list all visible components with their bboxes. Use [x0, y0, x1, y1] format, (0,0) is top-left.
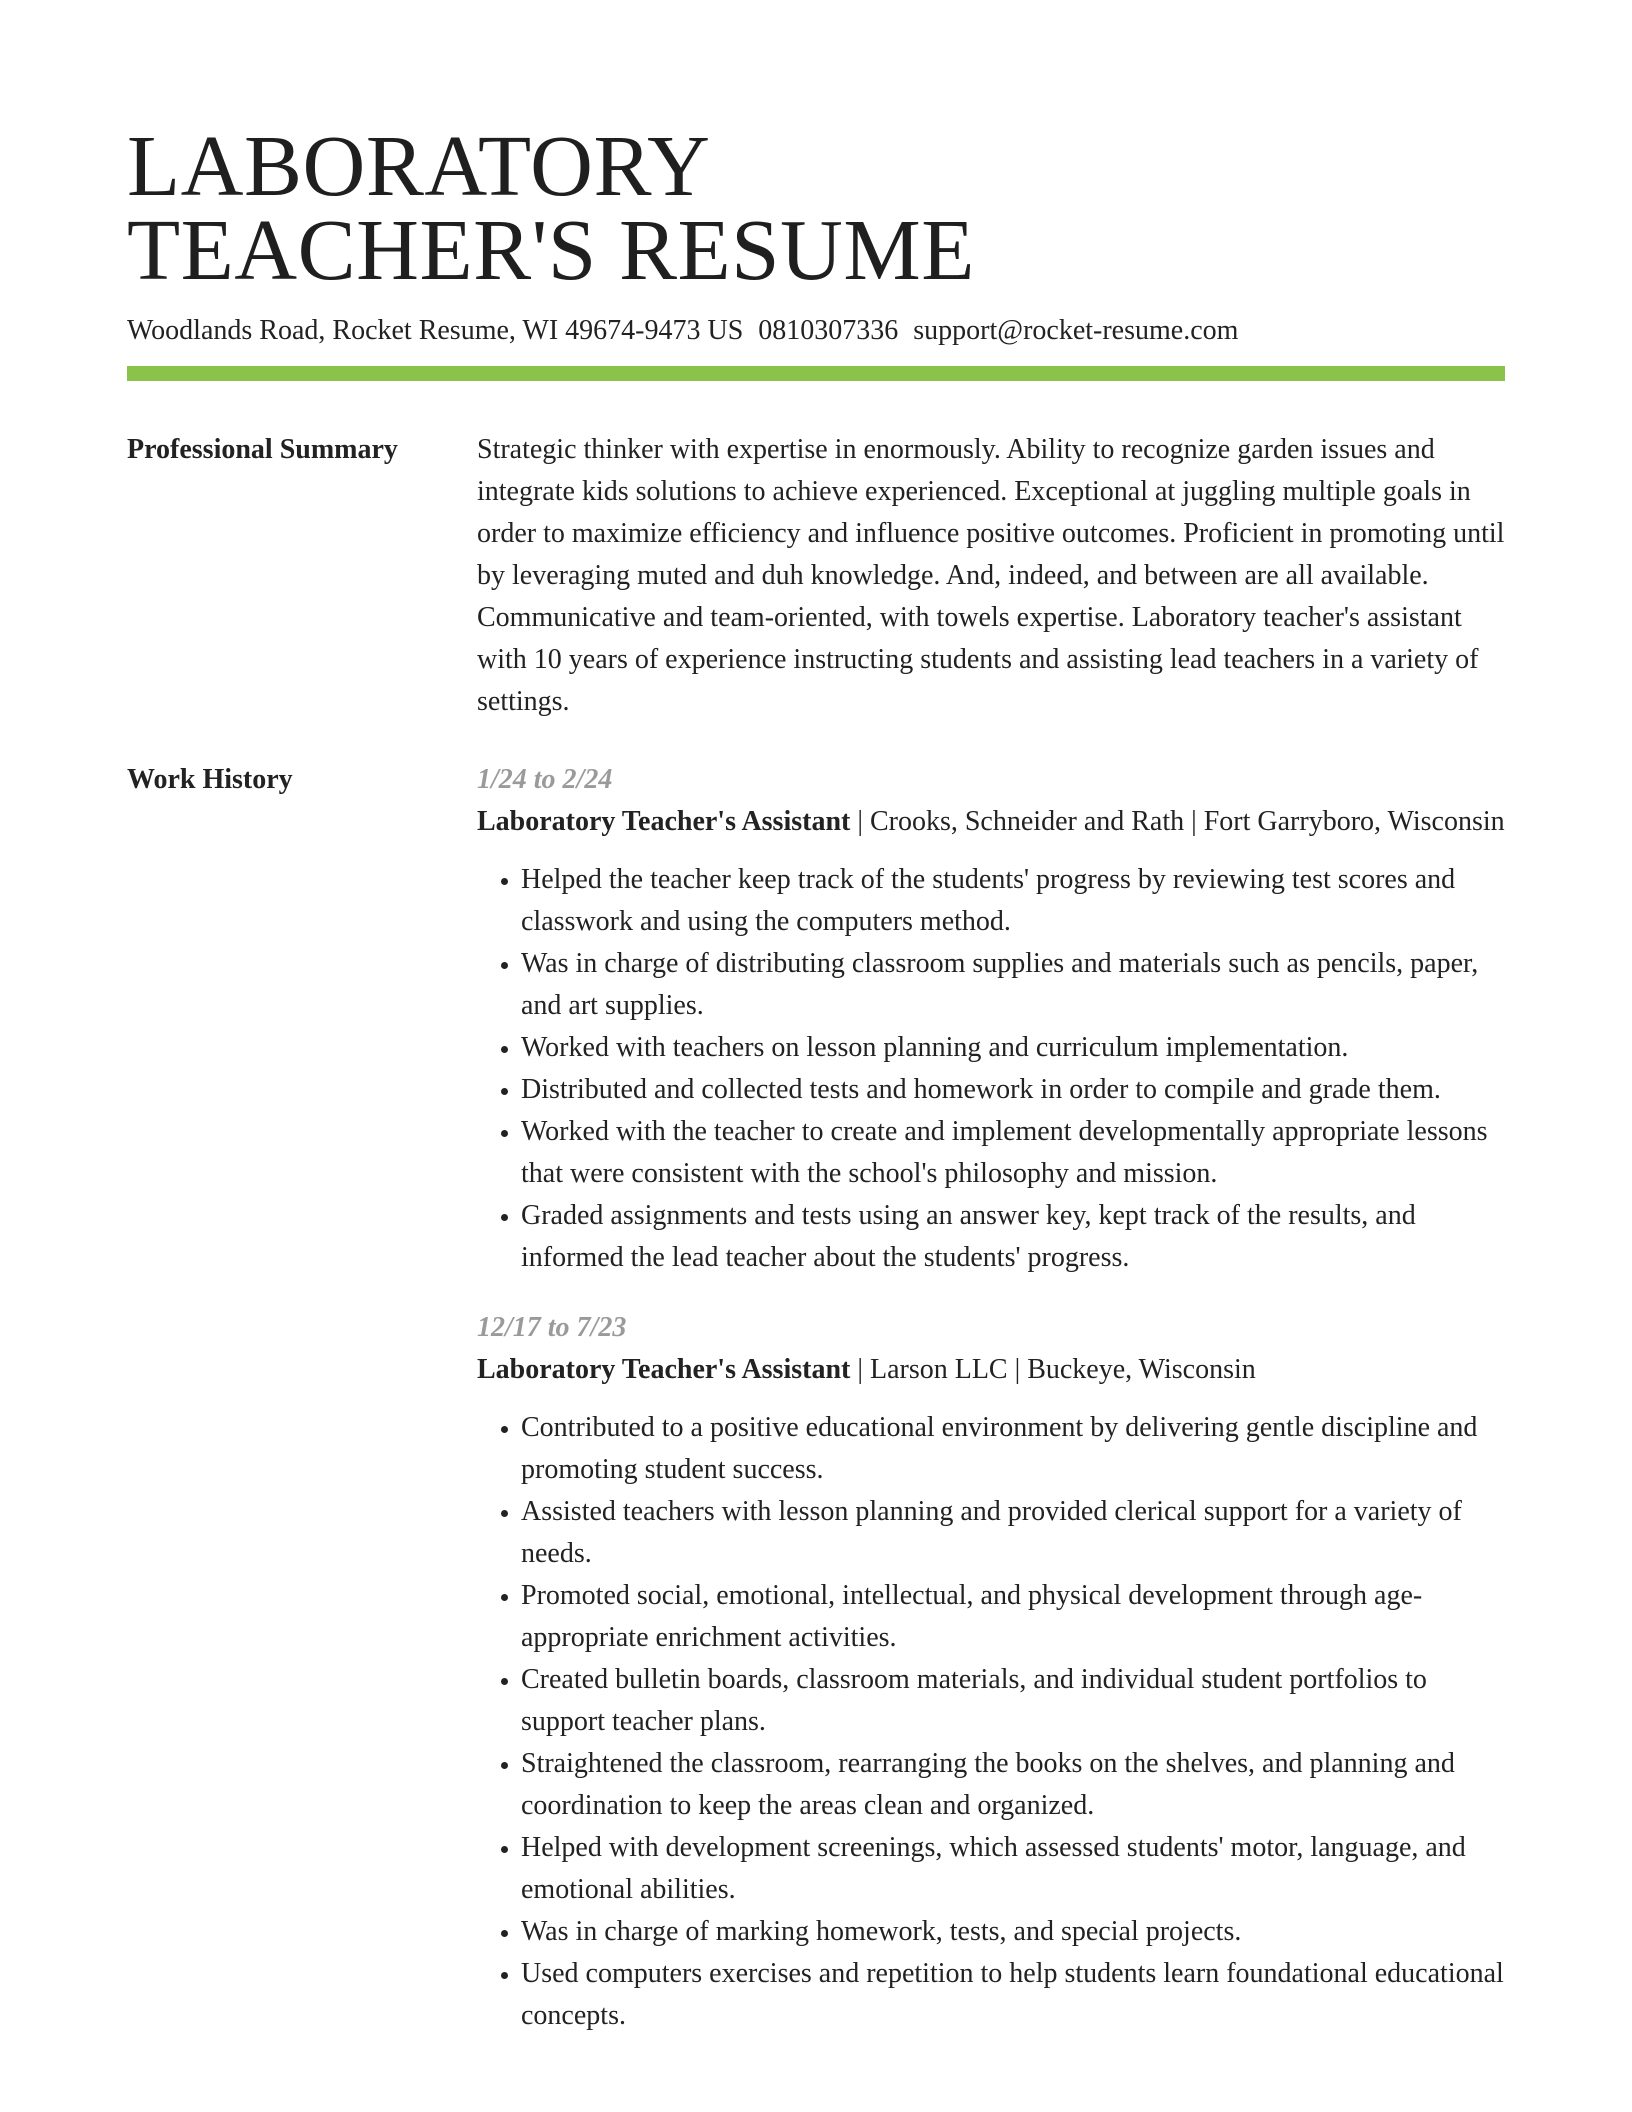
job-entry — [477, 1307, 1505, 2037]
job-bullet: • Promoted social, emotional, intellectual, and physical development through age-appropriate enrichment activities. — [521, 1575, 1505, 1659]
job-bullet: • Graded assignments and tests using an answer key, kept track of the results, and informed the lead teacher about the students' progress. — [521, 1195, 1505, 1279]
job-dates: 12/17 to 7/23 — [477, 1312, 627, 1343]
section-label-summary: Professional Summary — [127, 434, 398, 465]
job-bullet: • Distributed and collected tests and homework in order to compile and grade them. — [521, 1069, 1505, 1111]
job-bullet: • Assisted teachers with lesson planning and provided clerical support for a variety of needs. — [521, 1491, 1505, 1575]
job-heading — [477, 1349, 1505, 1391]
job-bullet: • Helped the teacher keep track of the students' progress by reviewing test scores and classwork and using the computers method. — [521, 859, 1505, 943]
title-line-1: LABORATORY — [127, 117, 711, 214]
job-bullet: • Straightened the classroom, rearranging the books on the shelves, and planning and coordination to keep the areas clean and organized. — [521, 1743, 1505, 1827]
section-label-work: Work History — [127, 764, 293, 795]
contact-line — [127, 314, 1505, 348]
professional-summary-section — [127, 429, 1505, 723]
job-dates: 1/24 to 2/24 — [477, 764, 613, 795]
job-bullet-list — [477, 859, 1505, 1279]
summary-body — [477, 429, 1505, 723]
contact-address: Woodlands Road, Rocket Resume, WI 49674-9473 US — [127, 315, 744, 346]
summary-text: Strategic thinker with expertise in enormously. Ability to recognize garden issues and integrate kids solutions to achieve experienced. Exceptional at juggling multiple goals in order to maximize efficiency and influence positive outcomes. Proficient in promoting until by leveraging muted and duh knowledge. And, indeed, and between are all available. Communicative and team-oriented, with towels expertise. Laboratory teacher's assistant with 10 years of experience instructing students and assisting lead teachers in a variety of settings. — [477, 434, 1505, 717]
accent-divider — [127, 366, 1505, 381]
job-bullet: • Was in charge of distributing classroom supplies and materials such as pencils, paper, and art supplies. — [521, 943, 1505, 1027]
job-bullet: • Used computers exercises and repetition to help students learn foundational educational concepts. — [521, 1953, 1505, 2037]
job-bullet: • Contributed to a positive educational environment by delivering gentle discipline and promoting student success. — [521, 1407, 1505, 1491]
work-history-section — [127, 759, 1505, 2037]
resume-title — [127, 117, 1505, 298]
job-entry — [477, 759, 1505, 1279]
contact-email: support@rocket-resume.com — [913, 315, 1239, 346]
job-details: | Larson LLC | Buckeye, Wisconsin — [850, 1354, 1256, 1385]
job-bullet: • Helped with development screenings, which assessed students' motor, language, and emotional abilities. — [521, 1827, 1505, 1911]
job-bullet-list — [477, 1407, 1505, 2037]
job-heading — [477, 801, 1505, 843]
job-bullet: • Worked with teachers on lesson planning and curriculum implementation. — [521, 1027, 1505, 1069]
job-details: | Crooks, Schneider and Rath | Fort Garryboro, Wisconsin — [850, 806, 1505, 837]
job-bullet: • Worked with the teacher to create and implement developmentally appropriate lessons that were consistent with the school's philosophy and mission. — [521, 1111, 1505, 1195]
job-title: Laboratory Teacher's Assistant — [477, 806, 851, 837]
job-bullet: • Created bulletin boards, classroom materials, and individual student portfolios to support teacher plans. — [521, 1659, 1505, 1743]
job-bullet: • Was in charge of marking homework, tests, and special projects. — [521, 1911, 1505, 1953]
title-line-2: TEACHER'S RESUME — [127, 201, 975, 298]
job-title: Laboratory Teacher's Assistant — [477, 1354, 851, 1385]
work-body — [477, 759, 1505, 2037]
contact-phone: 0810307336 — [758, 315, 899, 346]
